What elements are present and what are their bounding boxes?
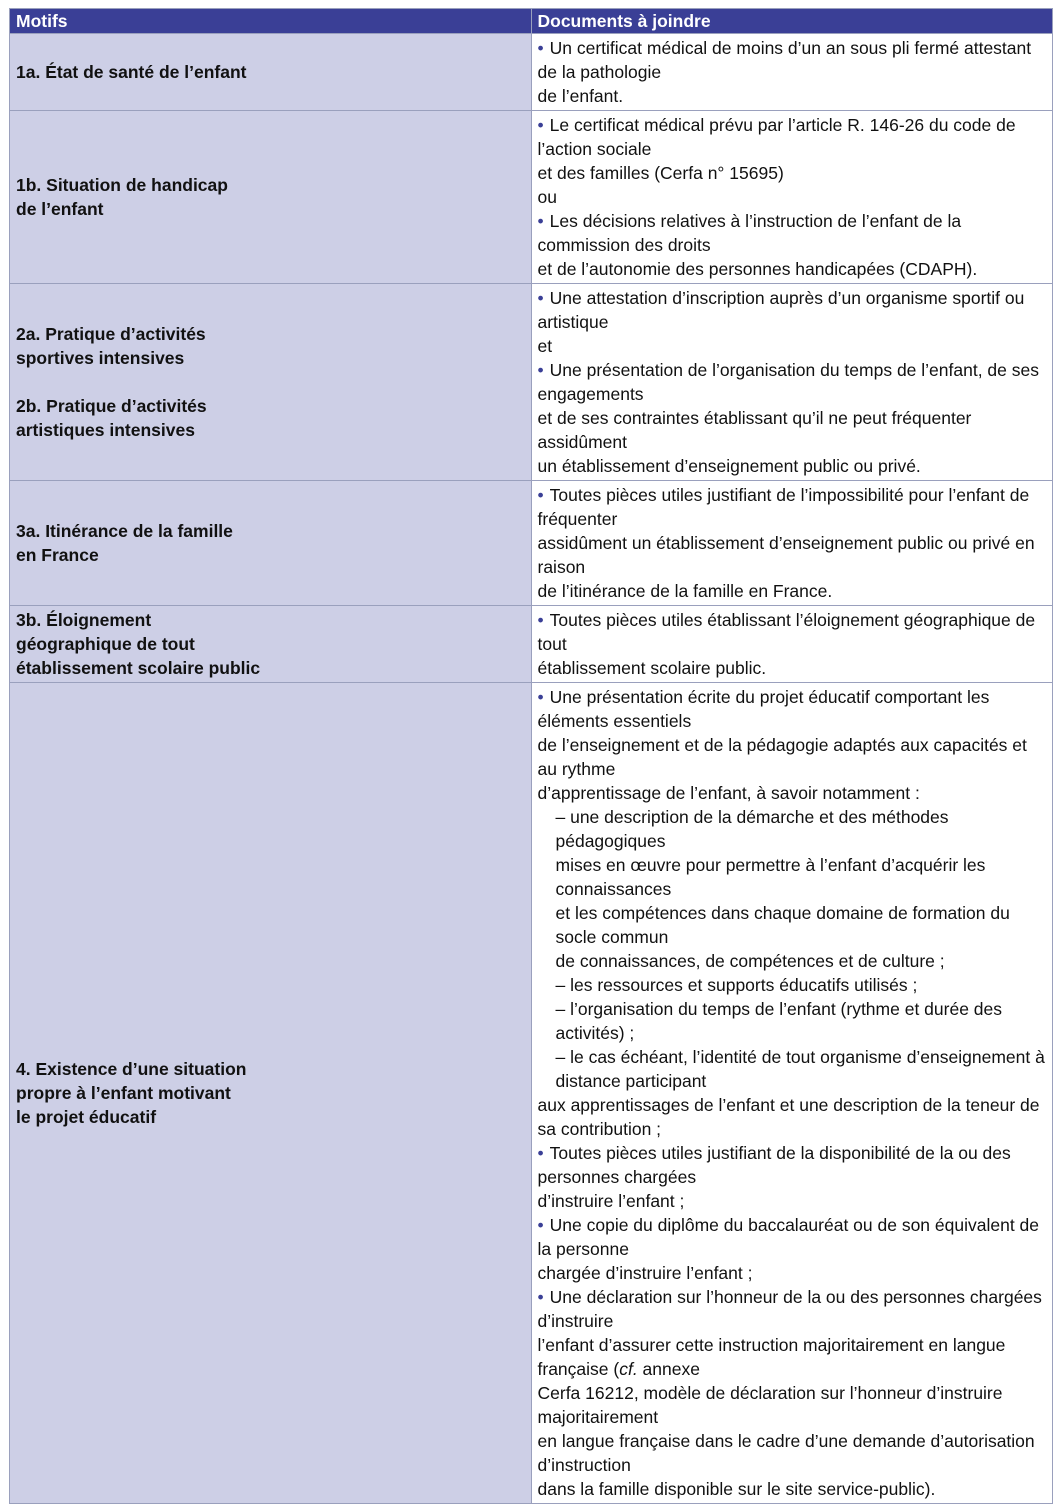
- doc-line: l’enfant d’assurer cette instruction majoritairement en langue française (cf. annexe: [537, 1335, 1006, 1379]
- motif-line: géographique de tout: [16, 634, 195, 654]
- motif-line: 1b. Situation de handicap: [16, 175, 228, 195]
- bullet-icon: •: [537, 38, 544, 58]
- documents-cell: [531, 683, 1053, 1504]
- doc-subline: et les compétences dans chaque domaine de formation du socle commun: [555, 903, 1010, 947]
- bullet-icon: •: [537, 1143, 544, 1163]
- doc-line: établissement scolaire public.: [537, 658, 767, 678]
- doc-subline: mises en œuvre pour permettre à l’enfant d’acquérir les connaissances: [555, 855, 986, 899]
- doc-line: • Les décisions relatives à l’instruction de l’enfant de la commission des droits: [537, 211, 962, 255]
- motif-line: 4. Existence d’une situation: [16, 1059, 247, 1079]
- table-row: [10, 284, 1053, 481]
- documents-cell: [531, 606, 1053, 683]
- doc-line: ou: [537, 187, 557, 207]
- motif-line: de l’enfant: [16, 199, 104, 219]
- doc-line: • Toutes pièces utiles justifiant de la disponibilité de la ou des personnes chargées: [537, 1143, 1011, 1187]
- doc-line: • Un certificat médical de moins d’un an sous pli fermé attestant de la pathologie: [537, 38, 1032, 82]
- doc-line: • Une attestation d’inscription auprès d’un organisme sportif ou artistique: [537, 288, 1025, 332]
- doc-line: un établissement d’enseignement public ou privé.: [537, 456, 921, 476]
- documents-cell: [531, 284, 1053, 481]
- motif-line: sportives intensives: [16, 348, 185, 368]
- table-row: [10, 683, 1053, 1504]
- table-row: [10, 481, 1053, 606]
- header-motifs: Motifs: [10, 9, 532, 34]
- doc-line: chargée d’instruire l’enfant ;: [537, 1263, 753, 1283]
- doc-line: • Une présentation de l’organisation du temps de l’enfant, de ses engagements: [537, 360, 1039, 404]
- table-row: [10, 34, 1053, 111]
- motif-cell: [10, 111, 532, 284]
- bullet-icon: •: [537, 115, 544, 135]
- doc-subline: – l’organisation du temps de l’enfant (rythme et durée des activités) ;: [555, 999, 1003, 1043]
- doc-subline: – les ressources et supports éducatifs utilisés ;: [555, 975, 918, 995]
- doc-line: aux apprentissages de l’enfant et une description de la teneur de sa contribution ;: [537, 1095, 1040, 1139]
- doc-line: en langue française dans le cadre d’une demande d’autorisation d’instruction: [537, 1431, 1035, 1475]
- doc-line: • Toutes pièces utiles établissant l’éloignement géographique de tout: [537, 610, 1036, 654]
- doc-line: • Une présentation écrite du projet éducatif comportant les éléments essentiels: [537, 687, 990, 731]
- motif-line: 2a. Pratique d’activités: [16, 324, 206, 344]
- doc-line: et de ses contraintes établissant qu’il ne peut fréquenter assidûment: [537, 408, 972, 452]
- bullet-icon: •: [537, 485, 544, 505]
- motif-line: propre à l’enfant motivant: [16, 1083, 231, 1103]
- motif-spacer: [16, 370, 525, 394]
- doc-line: dans la famille disponible sur le site service-public).: [537, 1479, 936, 1499]
- motif-cell: [10, 284, 532, 481]
- doc-line: de l’itinérance de la famille en France.: [537, 581, 833, 601]
- table-row: [10, 111, 1053, 284]
- motif-line: établissement scolaire public: [16, 658, 261, 678]
- bullet-icon: •: [537, 288, 544, 308]
- doc-subline: – le cas échéant, l’identité de tout organisme d’enseignement à distance participant: [555, 1047, 1045, 1091]
- table-header-row: [10, 9, 1053, 34]
- doc-subline: de connaissances, de compétences et de culture ;: [555, 951, 945, 971]
- motif-line: 1a. État de santé de l’enfant: [16, 62, 247, 82]
- motif-line: 3a. Itinérance de la famille: [16, 521, 233, 541]
- bullet-icon: •: [537, 1287, 544, 1307]
- doc-line: et de l’autonomie des personnes handicapées (CDAPH).: [537, 259, 978, 279]
- doc-line: et des familles (Cerfa n° 15695): [537, 163, 784, 183]
- bullet-icon: •: [537, 687, 544, 707]
- doc-line: Cerfa 16212, modèle de déclaration sur l’honneur d’instruire majoritairement: [537, 1383, 1003, 1427]
- motif-cell: [10, 481, 532, 606]
- motif-line: 2b. Pratique d’activités: [16, 396, 207, 416]
- motif-line: le projet éducatif: [16, 1107, 157, 1127]
- doc-line: de l’enseignement et de la pédagogie adaptés aux capacités et au rythme: [537, 735, 1027, 779]
- motif-cell: [10, 34, 532, 111]
- bullet-icon: •: [537, 360, 544, 380]
- motif-cell: [10, 683, 532, 1504]
- motif-line: artistiques intensives: [16, 420, 195, 440]
- cf-italic: cf.: [619, 1359, 638, 1379]
- doc-line: • Une déclaration sur l’honneur de la ou des personnes chargées d’instruire: [537, 1287, 1042, 1331]
- motif-line: 3b. Éloignement: [16, 610, 152, 630]
- documents-cell: [531, 34, 1053, 111]
- doc-line: et: [537, 336, 553, 356]
- bullet-icon: •: [537, 610, 544, 630]
- doc-line: assidûment un établissement d’enseignement public ou privé en raison: [537, 533, 1035, 577]
- doc-line: • Une copie du diplôme du baccalauréat ou de son équivalent de la personne: [537, 1215, 1040, 1259]
- bullet-icon: •: [537, 211, 544, 231]
- bullet-icon: •: [537, 1215, 544, 1235]
- doc-line: • Le certificat médical prévu par l’article R. 146-26 du code de l’action sociale: [537, 115, 1016, 159]
- doc-line: de l’enfant.: [537, 86, 624, 106]
- doc-subline: – une description de la démarche et des méthodes pédagogiques: [555, 807, 949, 851]
- header-documents: Documents à joindre: [531, 9, 1053, 34]
- documents-cell: [531, 111, 1053, 284]
- doc-line: d’instruire l’enfant ;: [537, 1191, 685, 1211]
- documents-table: [9, 8, 1053, 1504]
- motif-cell: [10, 606, 532, 683]
- doc-line: d’apprentissage de l’enfant, à savoir notamment :: [537, 783, 920, 803]
- doc-line: • Toutes pièces utiles justifiant de l’impossibilité pour l’enfant de fréquenter: [537, 485, 1030, 529]
- table-row: [10, 606, 1053, 683]
- motif-line: en France: [16, 545, 99, 565]
- documents-cell: [531, 481, 1053, 606]
